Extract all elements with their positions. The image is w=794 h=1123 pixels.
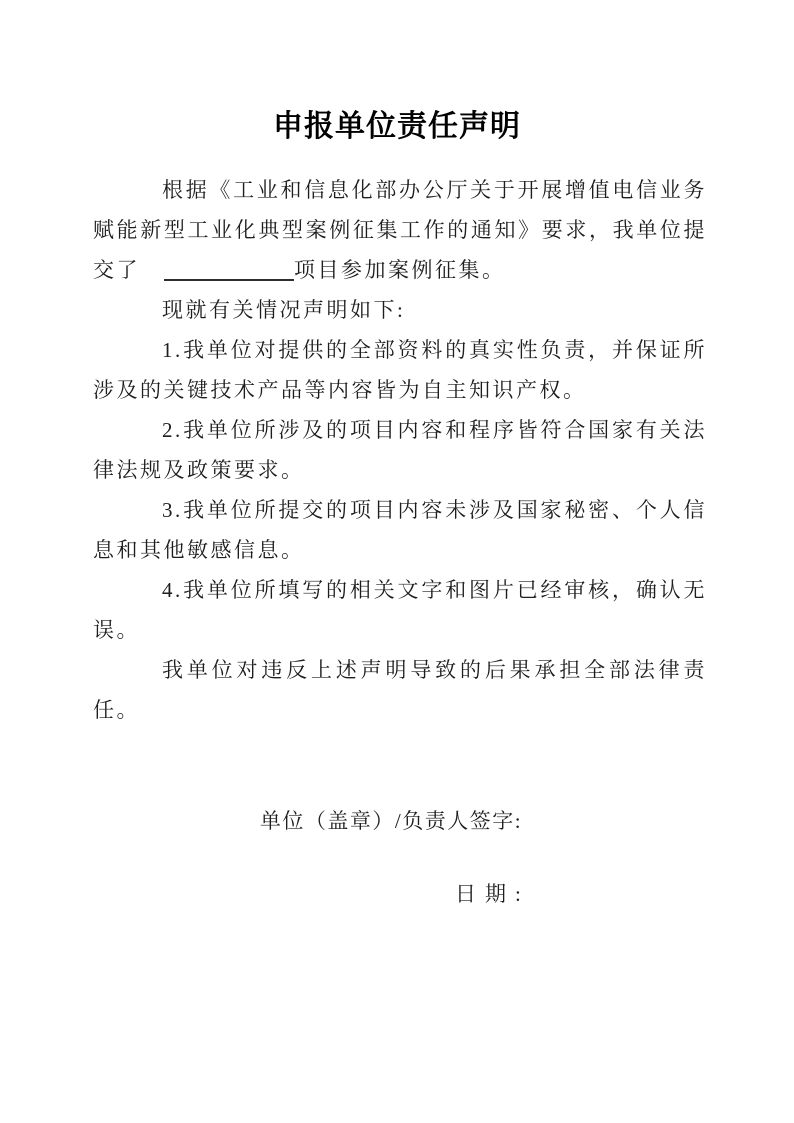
paragraph-intro <box>93 170 707 290</box>
paragraph-intro-text-after-blank: 项目参加案例征集。 <box>294 258 506 282</box>
paragraph-liability: 我单位对违反上述声明导致的后果承担全部法律责任。 <box>93 658 707 722</box>
paragraph-item-4: 4.我单位所填写的相关文字和图片已经审核，确认无误。 <box>93 578 707 642</box>
document-title: 申报单位责任声明 <box>273 110 521 143</box>
paragraph-intro-text-before-blank: 根据《工业和信息化部办公厅关于开展增值电信业务赋能新型工业化典型案例征集工作的通知》要求，我单位提交了 <box>93 178 707 282</box>
signature-line <box>0 801 794 841</box>
date-line <box>455 874 794 914</box>
paragraph-item-1: 1.我单位对提供的全部资料的真实性负责，并保证所涉及的关键技术产品等内容皆为自主知识产权。 <box>93 338 707 402</box>
paragraph-item-3: 3.我单位所提交的项目内容未涉及国家秘密、个人信息和其他敏感信息。 <box>93 498 707 562</box>
paragraph-item-2: 2.我单位所涉及的项目内容和程序皆符合国家有关法律法规及政策要求。 <box>93 418 707 482</box>
signature-label: 单位（盖章）/负责人签字: <box>259 809 523 833</box>
project-name-blank-field[interactable] <box>164 257 294 281</box>
document-body <box>93 170 707 730</box>
paragraph-declaration-lead: 现就有关情况声明如下: <box>162 298 406 322</box>
date-label: 日期: <box>455 882 530 906</box>
